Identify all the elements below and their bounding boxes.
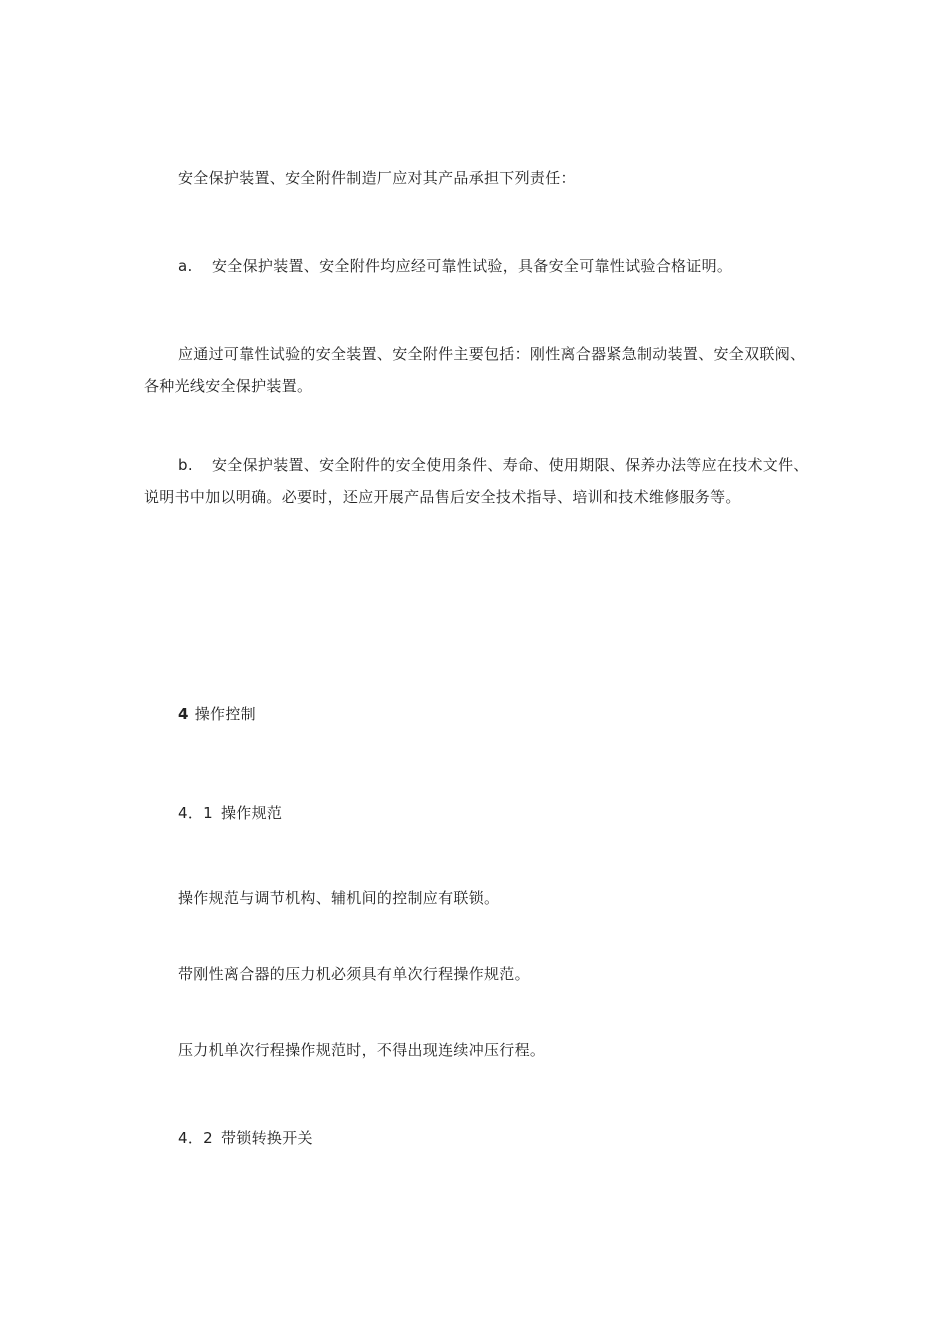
- intro-paragraph: 安全保护装置、安全附件制造厂应对其产品承担下列责任：: [178, 169, 576, 187]
- section-number: 4．1: [178, 804, 213, 822]
- list-item-b-text: 安全保护装置、安全附件的安全使用条件、寿命、使用期限、保养办法等应在技术文件、说明书中加以明确。必要时，还应开展产品售后安全技术指导、培训和技术维修服务等。: [144, 456, 809, 506]
- list-item-a-text: 安全保护装置、安全附件均应经可靠性试验，具备安全可靠性试验合格证明。: [212, 257, 733, 275]
- operation-paragraph-3: 压力机单次行程操作规范时，不得出现连续冲压行程。: [178, 1041, 546, 1059]
- section-heading-4-2: [178, 1128, 313, 1148]
- operation-paragraph-1: 操作规范与调节机构、辅机间的控制应有联锁。: [178, 889, 500, 907]
- reliability-paragraph: 应通过可靠性试验的安全装置、安全附件主要包括：刚性离合器紧急制动装置、安全双联阀、各种光线安全保护装置。: [144, 345, 806, 395]
- list-item-a: [144, 250, 814, 282]
- section-title: 操作规范: [221, 804, 283, 822]
- section-heading-4-1: [178, 803, 282, 823]
- section-number: 4．2: [178, 1129, 213, 1147]
- list-marker-b: b.: [178, 456, 193, 474]
- section-heading-4: [178, 704, 256, 724]
- operation-paragraph-2: 带刚性离合器的压力机必须具有单次行程操作规范。: [178, 965, 530, 983]
- section-number: 4: [178, 705, 189, 723]
- section-title: 带锁转换开关: [221, 1129, 313, 1147]
- list-marker-a: a.: [178, 257, 193, 275]
- section-title: 操作控制: [194, 705, 256, 723]
- list-item-b: [144, 449, 814, 513]
